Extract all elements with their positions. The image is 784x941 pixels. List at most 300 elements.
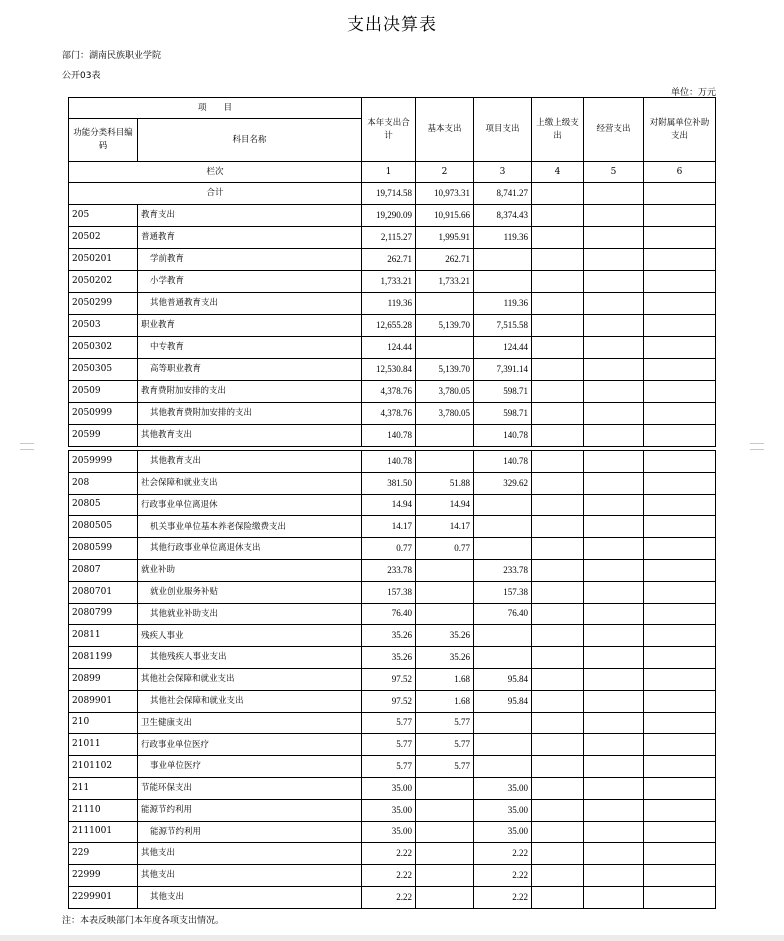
row-value: 2,115.27: [362, 227, 416, 249]
table-row: [69, 538, 716, 560]
row-value: 598.71: [474, 403, 532, 425]
table-row: [69, 865, 716, 887]
table-row: [69, 668, 716, 690]
row-value: [532, 734, 584, 756]
row-value: [416, 799, 474, 821]
table-row: [69, 712, 716, 734]
row-value: [532, 249, 584, 271]
row-value: 5,139.70: [416, 315, 474, 337]
expenditure-table-page-1: [68, 97, 716, 447]
row-value: 5.77: [416, 712, 474, 734]
row-value: 4,378.76: [362, 381, 416, 403]
row-value: [474, 538, 532, 560]
row-value: [532, 403, 584, 425]
row-value: [532, 293, 584, 315]
row-value: 35.26: [416, 647, 474, 669]
row-name: 行政事业单位医疗: [138, 734, 362, 756]
header-col-subsidy: 对附属单位补助支出: [644, 98, 716, 162]
row-value: 14.17: [416, 516, 474, 538]
row-value: [532, 668, 584, 690]
row-value: [644, 756, 716, 778]
row-value: [584, 494, 644, 516]
row-value: [532, 227, 584, 249]
row-value: 35.00: [362, 799, 416, 821]
row-code: 20502: [69, 227, 138, 249]
row-value: [532, 865, 584, 887]
row-value: 5.77: [362, 756, 416, 778]
header-item: 项 目: [69, 98, 362, 119]
row-value: [532, 843, 584, 865]
row-value: 598.71: [474, 381, 532, 403]
row-value: [584, 581, 644, 603]
row-value: [644, 293, 716, 315]
row-value: 1,995.91: [416, 227, 474, 249]
header-code: 功能分类科目编码: [69, 119, 138, 162]
row-value: [416, 293, 474, 315]
unit-label: 单位：万元: [670, 88, 716, 98]
header-col-total: 本年支出合计: [362, 98, 416, 162]
row-value: [584, 886, 644, 908]
row-value: [416, 821, 474, 843]
table-row: [69, 843, 716, 865]
table-row: [69, 315, 716, 337]
row-name: 教育支出: [138, 205, 362, 227]
row-value: [532, 381, 584, 403]
row-value: 12,530.84: [362, 359, 416, 381]
table-row: [69, 821, 716, 843]
row-value: [644, 538, 716, 560]
row-name: 社会保障和就业支出: [138, 472, 362, 494]
total-value: [644, 183, 716, 205]
table-row: [69, 886, 716, 908]
row-value: [644, 799, 716, 821]
row-value: [532, 647, 584, 669]
row-value: 157.38: [362, 581, 416, 603]
row-value: [644, 777, 716, 799]
row-value: [584, 516, 644, 538]
col-num: 2: [416, 162, 474, 183]
table-row: [69, 293, 716, 315]
row-value: 19,290.09: [362, 205, 416, 227]
row-value: 2.22: [474, 865, 532, 887]
row-value: [644, 227, 716, 249]
row-value: [532, 451, 584, 473]
row-value: 35.00: [474, 799, 532, 821]
row-value: [584, 668, 644, 690]
row-value: [584, 821, 644, 843]
row-value: [584, 538, 644, 560]
row-value: [644, 625, 716, 647]
row-value: [532, 205, 584, 227]
row-value: [532, 538, 584, 560]
header-col-project: 项目支出: [474, 98, 532, 162]
table-row: [69, 647, 716, 669]
row-name: 就业创业服务补贴: [138, 581, 362, 603]
row-value: [584, 690, 644, 712]
col-num: 4: [532, 162, 584, 183]
row-value: [644, 668, 716, 690]
row-value: [474, 494, 532, 516]
row-value: [644, 249, 716, 271]
row-value: 35.26: [362, 647, 416, 669]
row-code: 20807: [69, 559, 138, 581]
row-value: [584, 559, 644, 581]
row-value: [584, 799, 644, 821]
row-code: 2050201: [69, 249, 138, 271]
row-value: [644, 581, 716, 603]
row-name: 普通教育: [138, 227, 362, 249]
row-value: 51.88: [416, 472, 474, 494]
row-value: 95.84: [474, 690, 532, 712]
row-value: 5.77: [416, 756, 474, 778]
row-name: 其他残疾人事业支出: [138, 647, 362, 669]
row-value: 140.78: [362, 451, 416, 473]
row-name: 其他行政事业单位离退休支出: [138, 538, 362, 560]
row-name: 中专教育: [138, 337, 362, 359]
row-value: [644, 315, 716, 337]
row-value: 35.00: [474, 821, 532, 843]
row-value: [584, 271, 644, 293]
row-value: 35.00: [474, 777, 532, 799]
row-code: 2050305: [69, 359, 138, 381]
row-value: [416, 886, 474, 908]
row-value: 140.78: [474, 425, 532, 447]
table-row: [69, 337, 716, 359]
row-value: 329.62: [474, 472, 532, 494]
row-code: 2080505: [69, 516, 138, 538]
row-code: 205: [69, 205, 138, 227]
total-value: 8,741.27: [474, 183, 532, 205]
row-code: 2080701: [69, 581, 138, 603]
row-value: [416, 603, 474, 625]
row-value: [532, 886, 584, 908]
row-value: [416, 559, 474, 581]
row-name: 高等职业教育: [138, 359, 362, 381]
row-value: [584, 712, 644, 734]
row-value: [532, 516, 584, 538]
row-value: 35.26: [362, 625, 416, 647]
row-value: [644, 559, 716, 581]
row-value: [532, 581, 584, 603]
row-value: [532, 799, 584, 821]
row-value: [584, 625, 644, 647]
table-row: [69, 451, 716, 473]
row-value: [644, 647, 716, 669]
row-code: 20599: [69, 425, 138, 447]
row-value: [644, 472, 716, 494]
table-row: [69, 756, 716, 778]
row-value: 3,780.05: [416, 403, 474, 425]
row-code: 2050299: [69, 293, 138, 315]
row-value: 35.00: [362, 777, 416, 799]
row-value: 14.94: [362, 494, 416, 516]
row-value: [474, 756, 532, 778]
row-value: [644, 271, 716, 293]
row-code: 2111001: [69, 821, 138, 843]
row-name: 学前教育: [138, 249, 362, 271]
row-name: 能源节约利用: [138, 821, 362, 843]
row-value: [532, 712, 584, 734]
row-value: [644, 337, 716, 359]
row-value: [474, 271, 532, 293]
row-name: 卫生健康支出: [138, 712, 362, 734]
header-col-basic: 基本支出: [416, 98, 474, 162]
row-value: 119.36: [362, 293, 416, 315]
row-value: [532, 756, 584, 778]
row-value: [584, 603, 644, 625]
row-value: 5.77: [362, 712, 416, 734]
row-value: [532, 315, 584, 337]
row-value: 381.50: [362, 472, 416, 494]
row-value: 233.78: [474, 559, 532, 581]
row-value: [474, 516, 532, 538]
table-row: [69, 359, 716, 381]
row-value: [474, 249, 532, 271]
row-value: [584, 227, 644, 249]
table-row: [69, 625, 716, 647]
row-code: 2050302: [69, 337, 138, 359]
row-value: 262.71: [416, 249, 474, 271]
row-code: 211: [69, 777, 138, 799]
row-value: 140.78: [474, 451, 532, 473]
table-row: [69, 403, 716, 425]
row-value: 76.40: [362, 603, 416, 625]
row-value: [416, 777, 474, 799]
row-value: [644, 516, 716, 538]
row-value: [644, 494, 716, 516]
row-value: [474, 712, 532, 734]
row-value: 12,655.28: [362, 315, 416, 337]
table-row: [69, 494, 716, 516]
row-value: 35.26: [416, 625, 474, 647]
table-row: [69, 227, 716, 249]
row-value: [584, 403, 644, 425]
row-name: 小学教育: [138, 271, 362, 293]
row-value: 1,733.21: [362, 271, 416, 293]
row-value: 76.40: [474, 603, 532, 625]
row-value: [584, 843, 644, 865]
form-number: 公开03表: [62, 71, 101, 81]
row-value: [584, 734, 644, 756]
total-value: [532, 183, 584, 205]
row-value: [584, 647, 644, 669]
row-name: 机关事业单位基本养老保险缴费支出: [138, 516, 362, 538]
row-value: [416, 581, 474, 603]
row-value: [644, 843, 716, 865]
row-value: 124.44: [362, 337, 416, 359]
row-code: 21011: [69, 734, 138, 756]
row-value: [584, 777, 644, 799]
table-row: [69, 559, 716, 581]
table-row: [69, 799, 716, 821]
total-label: 合计: [69, 183, 362, 205]
row-value: [584, 315, 644, 337]
row-name: 其他教育费附加安排的支出: [138, 403, 362, 425]
row-value: 2.22: [362, 843, 416, 865]
row-name: 节能环保支出: [138, 777, 362, 799]
row-value: [474, 647, 532, 669]
table-row: [69, 205, 716, 227]
row-code: 20811: [69, 625, 138, 647]
row-value: [644, 712, 716, 734]
row-value: [644, 403, 716, 425]
row-value: [474, 625, 532, 647]
row-value: [416, 865, 474, 887]
row-value: 7,391.14: [474, 359, 532, 381]
row-value: [532, 472, 584, 494]
footnote: 注：本表反映部门本年度各项支出情况。: [62, 916, 225, 926]
row-value: [644, 381, 716, 403]
row-value: 0.77: [416, 538, 474, 560]
row-code: 2081199: [69, 647, 138, 669]
row-name: 残疾人事业: [138, 625, 362, 647]
row-code: 2050202: [69, 271, 138, 293]
row-value: [584, 381, 644, 403]
row-value: 2.22: [474, 843, 532, 865]
row-value: [532, 603, 584, 625]
col-num: 1: [362, 162, 416, 183]
row-name: 就业补助: [138, 559, 362, 581]
row-code: 20899: [69, 668, 138, 690]
row-code: 2089901: [69, 690, 138, 712]
table-row: [69, 472, 716, 494]
row-value: [416, 337, 474, 359]
total-value: [584, 183, 644, 205]
row-value: [532, 821, 584, 843]
row-value: [644, 886, 716, 908]
row-value: [532, 559, 584, 581]
row-value: 124.44: [474, 337, 532, 359]
bottom-band: [0, 935, 784, 941]
row-code: 2101102: [69, 756, 138, 778]
row-name: 其他教育支出: [138, 451, 362, 473]
row-value: 14.94: [416, 494, 474, 516]
total-value: 10,973.31: [416, 183, 474, 205]
row-code: 229: [69, 843, 138, 865]
row-value: [584, 293, 644, 315]
page-title: 支出决算表: [347, 15, 437, 35]
row-value: [584, 249, 644, 271]
row-value: [474, 734, 532, 756]
col-num: 6: [644, 162, 716, 183]
row-name: 能源节约利用: [138, 799, 362, 821]
row-value: 5,139.70: [416, 359, 474, 381]
table-row: [69, 581, 716, 603]
row-value: [584, 472, 644, 494]
row-name: 事业单位医疗: [138, 756, 362, 778]
row-code: 21110: [69, 799, 138, 821]
row-value: 119.36: [474, 227, 532, 249]
header-name: 科目名称: [138, 119, 362, 162]
header-row-label: 栏次: [69, 162, 362, 183]
row-value: [644, 734, 716, 756]
row-name: 其他就业补助支出: [138, 603, 362, 625]
header-col-remit: 上缴上级支出: [532, 98, 584, 162]
row-value: [584, 865, 644, 887]
table-row: [69, 603, 716, 625]
row-code: 20805: [69, 494, 138, 516]
row-value: [532, 337, 584, 359]
row-value: [644, 690, 716, 712]
row-code: 22999: [69, 865, 138, 887]
table-row: [69, 249, 716, 271]
row-code: 2299901: [69, 886, 138, 908]
row-value: 5.77: [362, 734, 416, 756]
row-code: 20509: [69, 381, 138, 403]
row-value: 2.22: [362, 886, 416, 908]
header-col-operating: 经营支出: [584, 98, 644, 162]
row-value: 0.77: [362, 538, 416, 560]
row-code: 2080799: [69, 603, 138, 625]
row-value: [584, 756, 644, 778]
row-value: [532, 271, 584, 293]
row-code: 210: [69, 712, 138, 734]
total-value: 19,714.58: [362, 183, 416, 205]
table-row: [69, 381, 716, 403]
row-value: 3,780.05: [416, 381, 474, 403]
department-label: 部门：湖南民族职业学院: [62, 51, 162, 61]
row-value: 10,915.66: [416, 205, 474, 227]
row-value: 157.38: [474, 581, 532, 603]
row-value: [644, 205, 716, 227]
row-value: [644, 865, 716, 887]
row-value: 7,515.58: [474, 315, 532, 337]
row-value: [644, 821, 716, 843]
row-code: 208: [69, 472, 138, 494]
row-value: 97.52: [362, 668, 416, 690]
row-value: [584, 337, 644, 359]
row-name: 行政事业单位离退休: [138, 494, 362, 516]
row-value: [584, 205, 644, 227]
row-value: [584, 359, 644, 381]
row-value: [644, 359, 716, 381]
row-value: 14.17: [362, 516, 416, 538]
table-row: [69, 271, 716, 293]
row-value: [416, 843, 474, 865]
row-name: 其他支出: [138, 865, 362, 887]
row-value: 8,374.43: [474, 205, 532, 227]
row-code: 2050999: [69, 403, 138, 425]
row-code: 20503: [69, 315, 138, 337]
row-value: [644, 603, 716, 625]
row-value: 35.00: [362, 821, 416, 843]
row-value: 2.22: [474, 886, 532, 908]
row-value: 233.78: [362, 559, 416, 581]
row-value: 119.36: [474, 293, 532, 315]
col-num: 5: [584, 162, 644, 183]
row-name: 其他社会保障和就业支出: [138, 668, 362, 690]
row-value: 95.84: [474, 668, 532, 690]
row-value: 1,733.21: [416, 271, 474, 293]
row-value: [532, 777, 584, 799]
row-name: 其他支出: [138, 843, 362, 865]
page-break-marker: [20, 443, 34, 450]
col-num: 3: [474, 162, 532, 183]
row-name: 其他社会保障和就业支出: [138, 690, 362, 712]
row-name: 其他支出: [138, 886, 362, 908]
row-value: 4,378.76: [362, 403, 416, 425]
table-row: [69, 516, 716, 538]
row-value: 97.52: [362, 690, 416, 712]
row-name: 教育费附加安排的支出: [138, 381, 362, 403]
page-break-marker: [750, 443, 764, 450]
row-value: [584, 451, 644, 473]
row-value: [532, 494, 584, 516]
row-code: 2059999: [69, 451, 138, 473]
row-name: 其他普通教育支出: [138, 293, 362, 315]
row-value: [532, 625, 584, 647]
row-name: 职业教育: [138, 315, 362, 337]
